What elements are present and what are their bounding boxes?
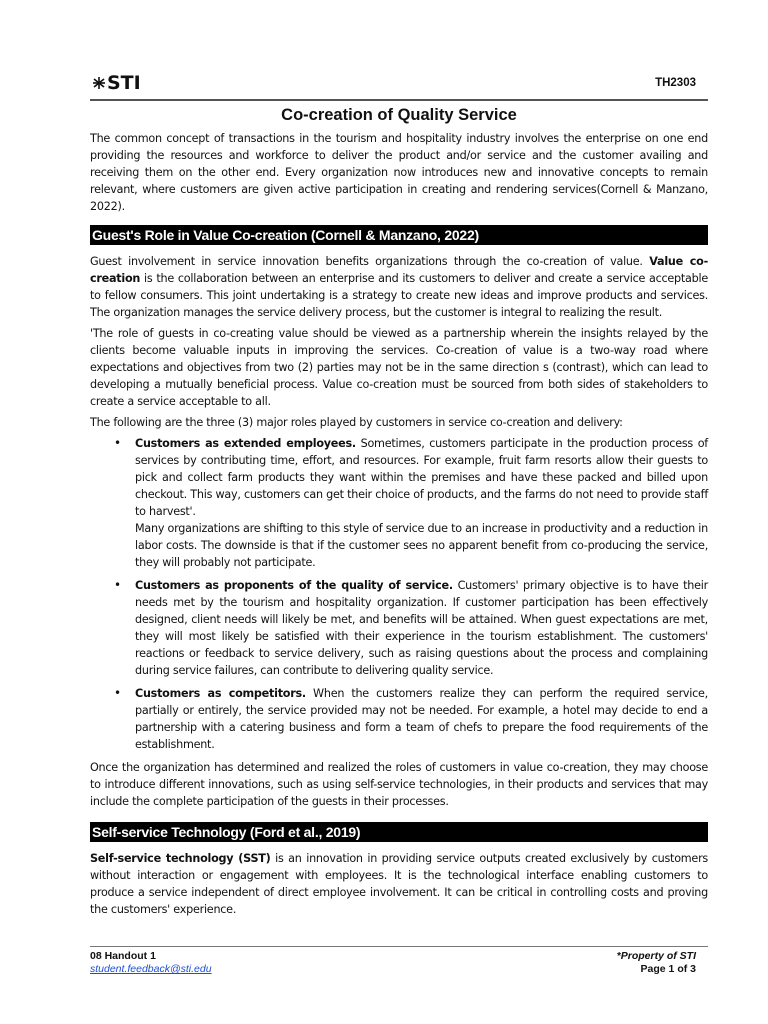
list-item: • Customers as proponents of the quality of service. Customers' primary objective is to have their needs met by the tourism and hospitality organization. If customer participation has been effectively designed, client needs will likely be met, and benefits will be attained. When guest expectations are met, they will most likely be satisfied with their experience in the tourism establishment. The customers' reactions or feedback to service delivery, such as raising questions about the process and complaining during service failures, can contribute to delivering quality service. bbox=[114, 578, 708, 677]
header-divider bbox=[90, 99, 708, 101]
footer-right bbox=[617, 950, 696, 976]
roles-list bbox=[90, 435, 708, 753]
innovation-paragraph: Once the organization has determined and realized the roles of customers in value co-creation, they may choose to introduce different innovations, such as using self-service technologies, in their products and services that may include the complete participation of the guests in their processes. bbox=[90, 761, 708, 808]
feedback-email-link[interactable]: student.feedback@sti.edu bbox=[90, 963, 212, 975]
sti-logo bbox=[92, 72, 141, 94]
bullet-icon: • bbox=[114, 686, 121, 700]
bullet-icon: • bbox=[114, 436, 121, 450]
partnership-paragraph: 'The role of guests in co-creating value should be viewed as a partnership wherein the insights relayed by the clients become valuable inputs in improving the services. Co-creation of value is a two-way road where expectations and objectives from two (2) parties may not be in the same direction s (contrast), which can lead to developing a mutually beneficial process. Value co-creation must be sourced from both sides of stakeholders to create a service acceptable to all. bbox=[90, 327, 708, 408]
bullet-icon: • bbox=[114, 578, 121, 592]
sti-logo-icon bbox=[92, 74, 106, 92]
role-extra-paragraph: Many organizations are shifting to this style of service due to an increase in productivity and a reduction in labor costs. The downside is that if the customer sees no apparent benefit from co-producing the service, they will probably not participate. bbox=[135, 522, 708, 569]
intro-paragraph: The common concept of transactions in the tourism and hospitality industry involves the enterprise on one end providing the resources and workforce to deliver the product and/or service and the customer availing and receiving them on the other end. Every organization now introduces new and innovative concepts to remain relevant, where customers are given active participation in creating and rendering services(Cornell & Manzano, 2022). bbox=[90, 132, 708, 213]
document-code: TH2303 bbox=[655, 77, 696, 89]
property-label: *Property of STI bbox=[616, 950, 696, 962]
section-heading-self-service: Self-service Technology (Ford et al., 2019) bbox=[90, 822, 708, 842]
role-title: Customers as extended employees. bbox=[135, 437, 356, 450]
value-cocreation-paragraph: Guest involvement in service innovation benefits organizations through the co-creation of value. Value co-creation is the collaboration between an enterprise and its customers to deliver and create a service acceptable to fellow consumers. This joint undertaking is a strategy to create new ideas and improve products and services. The organization manages the service delivery process, but the customer is integral to realizing the result. bbox=[90, 255, 709, 319]
document-body bbox=[90, 130, 708, 922]
footer-divider bbox=[90, 946, 708, 947]
list-item: • Customers as extended employees. Sometimes, customers participate in the production process of services by contributing time, effort, and resources. For example, fruit farm resorts allow their guests to pick and collect farm products they want within the premises and have these packed and billed upon checkout. This way, customers can get their choice of products, and the farms do not need to provide staff to harvest'. Many organizations are shifting to this style of service due to an increase in productivity and a reduction in labor costs. The downside is that if the customer sees no apparent benefit from co-producing the service, they will probably not participate. bbox=[114, 436, 709, 569]
page-header bbox=[90, 72, 708, 98]
value-cocreation-term: Value co-creation bbox=[90, 255, 709, 285]
roles-intro-paragraph: The following are the three (3) major roles played by customers in service co-creation and delivery: bbox=[90, 416, 623, 429]
sst-paragraph: Self-service technology (SST) is an innovation in providing service outputs created exclusively by customers without interaction or engagement with employees. It is the technological interface enabling customers to produce a service independent of direct employee involvement. It can be critical in controlling costs and proving the customers' experience. bbox=[90, 852, 708, 916]
handout-label: 08 Handout 1 bbox=[90, 950, 156, 962]
role-title: Customers as competitors. bbox=[135, 687, 306, 700]
page-title: Co-creation of Quality Service bbox=[281, 106, 517, 124]
section-heading-guest-role: Guest's Role in Value Co-creation (Cornell & Manzano, 2022) bbox=[90, 225, 708, 245]
logo-text: STI bbox=[107, 72, 141, 94]
page-number: Page 1 of 3 bbox=[640, 963, 696, 975]
list-item: • Customers as competitors. When the customers realize they can perform the required service, partially or entirely, the service provided may not be needed. For example, a hotel may decide to end a partnership with a catering business and form a team of chefs to prepare the food requirements of the establishment. bbox=[114, 686, 708, 751]
sst-term: Self-service technology (SST) bbox=[90, 852, 271, 865]
role-title: Customers as proponents of the quality of service. bbox=[135, 579, 453, 592]
footer-left bbox=[90, 950, 212, 976]
